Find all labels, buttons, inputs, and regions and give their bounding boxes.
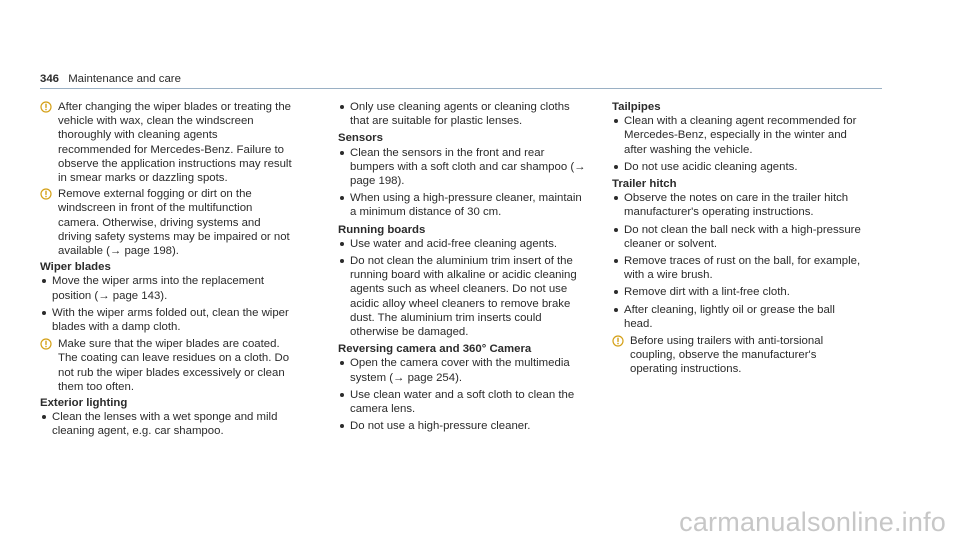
- list-item: When using a high-pressure cleaner, maintain a minimum distance of 30 cm.: [338, 191, 590, 219]
- heading-running-boards: Running boards: [338, 223, 426, 236]
- bullet-icon: [612, 223, 624, 251]
- list-item: Clean the lenses with a wet sponge and mild cleaning agent, e.g. car shampoo.: [40, 410, 292, 438]
- heading-tailpipes: Tailpipes: [612, 101, 661, 113]
- bullet-icon: [40, 306, 52, 334]
- heading-sensors: Sensors: [338, 132, 383, 145]
- list-item: Use clean water and a soft cloth to clean the camera lens.: [338, 388, 590, 416]
- bullet-icon: [338, 237, 350, 251]
- column-2: [338, 100, 590, 436]
- heading-trailer-hitch: Trailer hitch: [612, 178, 677, 191]
- column-1: [40, 100, 292, 442]
- list-item: Do not use a high-pressure cleaner.: [338, 419, 590, 433]
- bullet-icon: [612, 254, 624, 282]
- bullet-icon: [338, 146, 350, 189]
- bullet-icon: [338, 356, 350, 384]
- list-item: Do not clean the ball neck with a high-pressure cleaner or solvent.: [612, 223, 864, 251]
- bullet-icon: [338, 191, 350, 219]
- bullet-icon: [612, 160, 624, 174]
- section-title: Maintenance and care: [68, 73, 181, 85]
- list-item: Do not clean the aluminium trim insert of the running board with alkaline or acidic cleaning agents such as wheel cleaners. Do not use acidic alloy wheel cleaners to remove brake dust. The aluminium trim inserts could otherwise be damaged.: [338, 254, 590, 339]
- note: [40, 337, 292, 394]
- note: [40, 187, 292, 258]
- list-item: Clean with a cleaning agent recommended for Mercedes-Benz, especially in the winter and after washing the vehicle.: [612, 114, 864, 157]
- bullet-icon: [612, 285, 624, 299]
- bullet-icon: [338, 419, 350, 433]
- note: [40, 100, 292, 185]
- list-item: Use water and acid-free cleaning agents.: [338, 237, 590, 251]
- bullet-icon: [40, 274, 52, 302]
- list-item: Do not use acidic cleaning agents.: [612, 160, 864, 174]
- list-item: Open the camera cover with the multimedia system (→ page 254).: [338, 356, 590, 384]
- list-item: Move the wiper arms into the replacement position (→ page 143).: [40, 274, 292, 302]
- note-text: Before using trailers with anti-torsional coupling, observe the manufacturer's operating instructions.: [630, 335, 824, 376]
- heading-reversing-camera: Reversing camera and 360° Camera: [338, 343, 532, 356]
- list-item: Observe the notes on care in the trailer hitch manufacturer's operating instructions.: [612, 191, 864, 219]
- heading-wiper-blades: Wiper blades: [40, 261, 111, 274]
- bullet-icon: [338, 388, 350, 416]
- list-item: After cleaning, lightly oil or grease the ball head.: [612, 303, 864, 331]
- note-icon: [40, 100, 58, 185]
- heading-exterior-lighting: Exterior lighting: [40, 397, 128, 410]
- note-icon: [612, 334, 630, 377]
- page-header: [40, 72, 181, 86]
- bullet-icon: [338, 254, 350, 339]
- list-item: Clean the sensors in the front and rear bumpers with a soft cloth and car shampoo (→ page 198).: [338, 146, 590, 189]
- watermark: carmanualsonline.info: [679, 506, 946, 537]
- bullet-icon: [338, 100, 350, 128]
- bullet-icon: [612, 114, 624, 157]
- list-item: Remove traces of rust on the ball, for example, with a wire brush.: [612, 254, 864, 282]
- bullet-icon: [612, 303, 624, 331]
- header-rule: [40, 88, 882, 89]
- page-number: 346: [40, 73, 60, 85]
- list-item: Remove dirt with a lint-free cloth.: [612, 285, 864, 299]
- note-text: Make sure that the wiper blades are coated. The coating can leave residues on a cloth. Do not rub the wiper blades excessively or clean them too often.: [58, 338, 290, 393]
- note-text: After changing the wiper blades or treating the vehicle with wax, clean the windscreen thoroughly with cleaning agents recommended for Mercedes-Benz. Failure to observe the application instructions may result in smear marks or dazzling spots.: [58, 101, 292, 185]
- note-icon: [40, 187, 58, 258]
- bullet-icon: [40, 410, 52, 438]
- list-item: With the wiper arms folded out, clean the wiper blades with a damp cloth.: [40, 306, 292, 334]
- note-text: Remove external fogging or dirt on the windscreen in front of the multifunction camera. Otherwise, driving systems and driving safety systems may be impaired or not available (→ page 198).: [58, 188, 290, 258]
- note: [612, 334, 864, 377]
- note-icon: [40, 337, 58, 394]
- bullet-icon: [612, 191, 624, 219]
- column-3: [612, 100, 864, 379]
- list-item: Only use cleaning agents or cleaning cloths that are suitable for plastic lenses.: [338, 100, 590, 128]
